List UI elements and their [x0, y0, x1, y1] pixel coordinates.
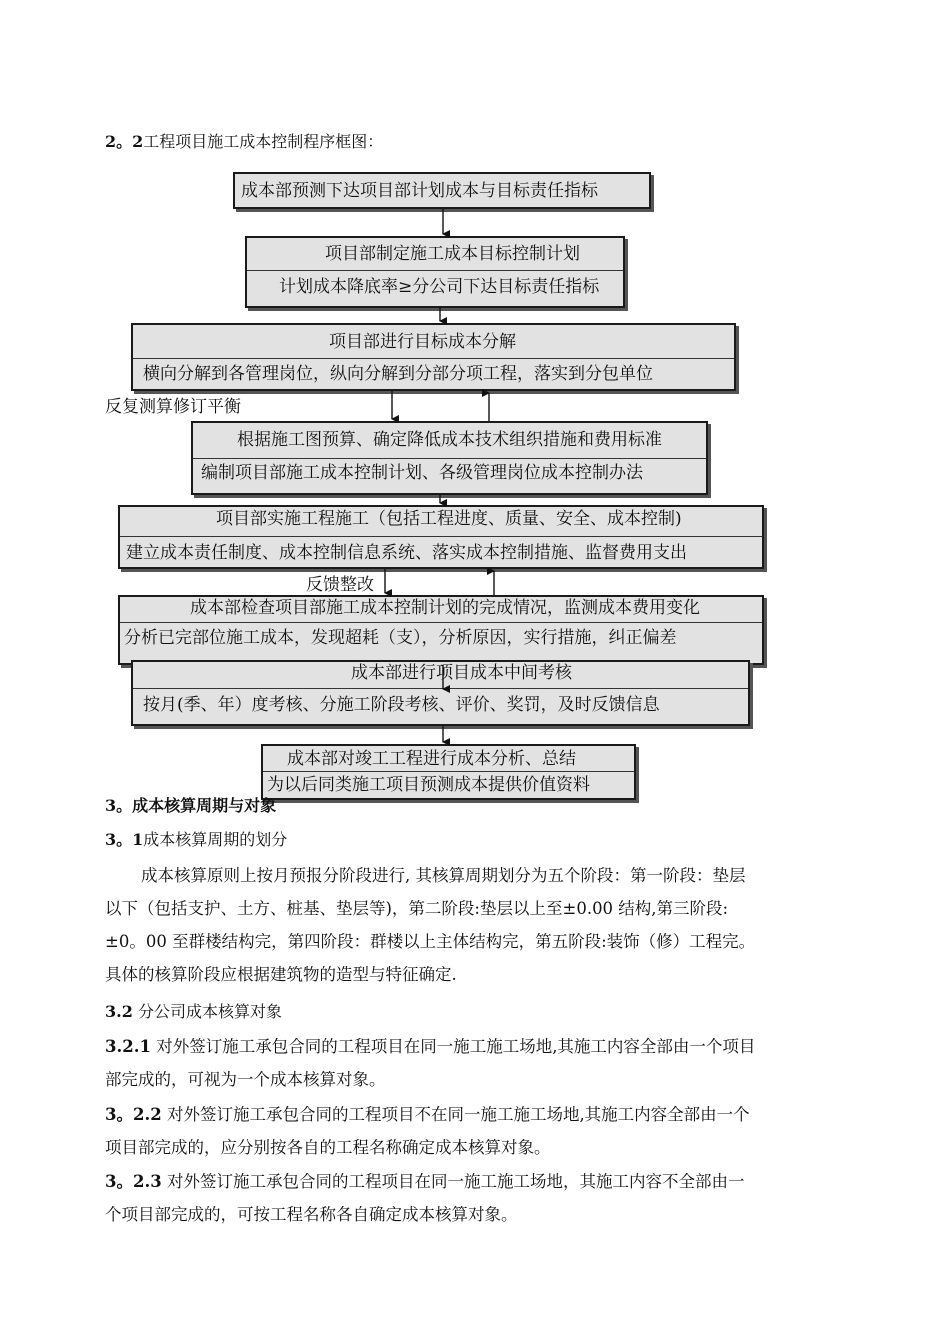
flow-box-2: [245, 236, 625, 308]
clause-text: 对外签订施工承包合同的工程项目不在同一施工施工场地,其施工内容全部由一个: [166, 1105, 750, 1124]
flow-box-1: [233, 172, 651, 209]
paragraph-line: [105, 1030, 847, 1063]
section-title: 工程项目施工成本控制程序框图：: [143, 132, 384, 151]
flow-box-6-divider: [120, 622, 762, 623]
paragraph-3-2-2: [105, 1098, 847, 1164]
paragraph-line: 部完成的，可视为一个成本核算对象。: [105, 1070, 386, 1089]
flow-box-8: [261, 744, 636, 800]
clause-number: 3。2.2: [105, 1105, 162, 1124]
flow-box-6-line-1: 成本部检查项目部施工成本控制计划的完成情况，监测成本费用变化: [190, 598, 700, 618]
flow-box-3-line-2: 横向分解到各管理岗位，纵向分解到分部分项工程，落实到分包单位: [143, 364, 653, 384]
flow-box-4-divider: [193, 458, 706, 459]
flow-box-4-line-2: 编制项目部施工成本控制计划、各级管理岗位成本控制办法: [201, 463, 643, 483]
flow-box-8-line-2: 为以后同类施工项目预测成本提供价值资料: [267, 775, 590, 795]
section-title: 成本核算周期的划分: [143, 830, 288, 849]
clause-number: 3。2.3: [105, 1172, 162, 1191]
paragraph-line: 项目部完成的，应分别按各自的工程名称确定成本核算对象。: [105, 1138, 551, 1157]
flow-box-4-line-1: 根据施工图预算、确定降低成本技术组织措施和费用标准: [237, 430, 662, 450]
clause-text: 对外签订施工承包合同的工程项目在同一施工施工场地，其施工内容不全部由一: [166, 1172, 745, 1191]
flow-box-2-line-2: 计划成本降底率≥分公司下达目标责任指标: [279, 277, 600, 297]
flow-box-7-line-1: 成本部进行项目成本中间考核: [351, 663, 572, 683]
flow-box-7-line-2: 按月(季、年）度考核、分施工阶段考核、评价、奖罚，及时反馈信息: [143, 695, 660, 715]
section-3-1-heading: [105, 830, 287, 850]
paragraph-line: [105, 1165, 847, 1198]
flow-box-2-line-1: 项目部制定施工成本目标控制计划: [325, 244, 580, 264]
paragraph-line: [105, 1098, 847, 1131]
flow-box-5-divider: [120, 536, 762, 537]
section-3-heading: [105, 796, 276, 816]
flow-box-3-divider: [133, 358, 734, 359]
paragraph-3-2-3: [105, 1165, 847, 1231]
flow-box-3: [131, 323, 736, 391]
section-3-2-heading: [105, 1002, 282, 1022]
paragraph-line: 成本核算原则上按月预报分阶段进行, 其核算周期划分为五个阶段：第一阶段：垫层: [141, 866, 746, 885]
flow-box-5: [118, 505, 764, 569]
flow-box-3-line-1: 项目部进行目标成本分解: [329, 332, 516, 352]
flow-box-7-divider: [133, 688, 748, 689]
review-balance-note: 反复测算修订平衡: [105, 397, 241, 417]
flow-box-8-line-1: 成本部对竣工工程进行成本分析、总结: [287, 749, 576, 769]
flow-box-1-line-1: 成本部预测下达项目部计划成本与目标责任指标: [241, 181, 598, 201]
flow-box-6-line-2: 分析已完部位施工成本，发现超耗（支），分析原因，实行措施，纠正偏差: [124, 628, 677, 648]
section-number: 3。1: [105, 830, 144, 849]
flow-box-8-divider: [263, 771, 634, 772]
section-number: 3.2: [105, 1002, 133, 1021]
paragraph-3-1: [105, 859, 847, 991]
section-2-2-heading: [105, 132, 383, 152]
flow-box-4: [191, 421, 708, 495]
flow-box-7: [131, 660, 750, 726]
section-title: 成本核算周期与对象: [132, 796, 277, 815]
paragraph-line: 具体的核算阶段应根据建筑物的造型与特征确定.: [105, 965, 457, 984]
section-number: 3。: [105, 796, 133, 815]
paragraph-3-2-1: [105, 1030, 847, 1096]
flow-box-2-divider: [247, 270, 623, 271]
flow-box-6: [118, 595, 764, 665]
section-number: 2。2: [105, 132, 144, 151]
paragraph-line: 个项目部完成的，可按工程名称各自确定成本核算对象。: [105, 1205, 518, 1224]
flow-box-5-line-1: 项目部实施工程施工（包括工程进度、质量、安全、成本控制): [216, 509, 682, 529]
section-title: 分公司成本核算对象: [137, 1002, 282, 1021]
paragraph-line: ±0。00 至群楼结构完，第四阶段：群楼以上主体结构完，第五阶段:装饰（修）工程完。: [105, 932, 756, 951]
clause-text: 对外签订施工承包合同的工程项目在同一施工施工场地,其施工内容全部由一个项目: [156, 1037, 756, 1056]
flow-box-5-line-2: 建立成本责任制度、成本控制信息系统、落实成本控制措施、监督费用支出: [126, 543, 687, 563]
paragraph-line: 以下（包括支护、土方、桩基、垫层等)，第二阶段:垫层以上至±0.00 结构,第三阶段:: [105, 899, 729, 918]
clause-number: 3.2.1: [105, 1037, 151, 1056]
feedback-rectify-note: 反馈整改: [306, 575, 374, 595]
